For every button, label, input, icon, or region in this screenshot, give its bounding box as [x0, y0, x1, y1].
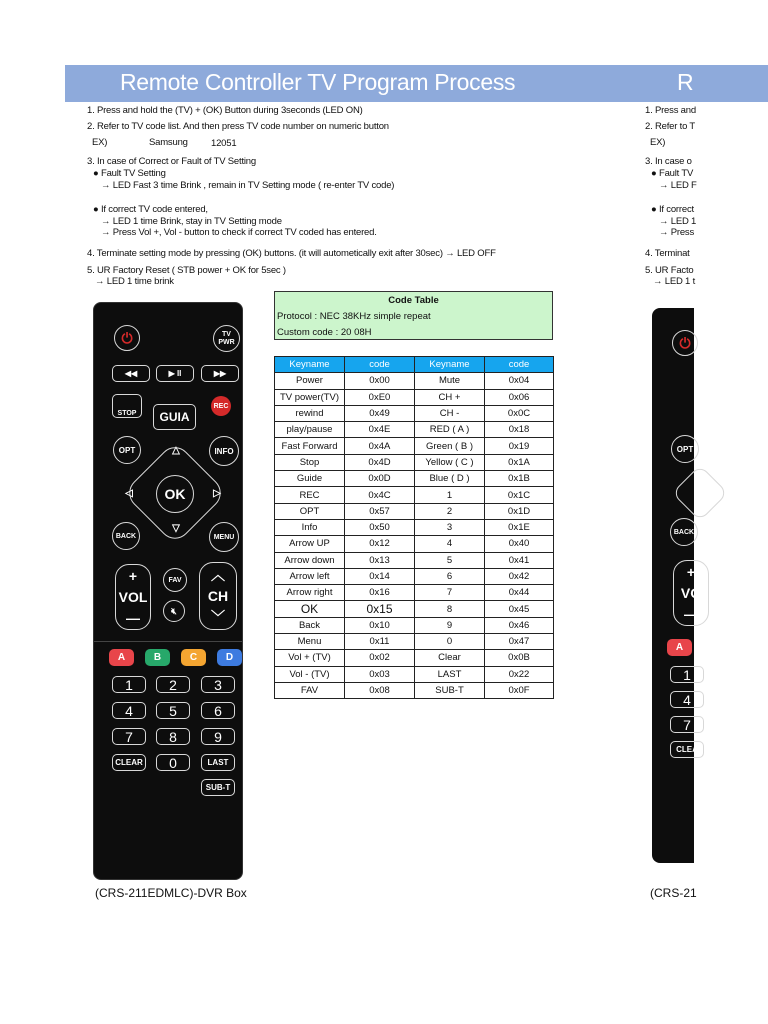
- table-cell: REC: [275, 487, 345, 503]
- table-cell: 0x1C: [485, 487, 554, 503]
- table-cell: 0x50: [345, 519, 415, 535]
- table-cell: 0x0B: [485, 650, 554, 666]
- arrow-down-icon: ▽: [172, 522, 180, 534]
- table-cell: 0xE0: [345, 389, 415, 405]
- green-b-button: B: [145, 649, 170, 666]
- power-icon: ⏻: [114, 325, 140, 351]
- table-cell: OK: [275, 601, 345, 617]
- cut-step: → LED F: [659, 180, 697, 191]
- table-cell: Stop: [275, 454, 345, 470]
- table-cell: SUB-T: [415, 682, 485, 698]
- cut-step: 1. Press and: [645, 105, 696, 116]
- column-header: code: [485, 357, 554, 373]
- dpad-ring: [672, 465, 729, 522]
- clear-button: CLEAR: [112, 754, 146, 771]
- chevron-down-icon: ﹀: [211, 609, 225, 626]
- step-2: 2. Refer to TV code list. And then press TV code number on numeric button: [87, 121, 389, 132]
- table-cell: 0: [415, 634, 485, 650]
- cut-step: → LED 1: [659, 216, 697, 227]
- table-cell: 0x40: [485, 536, 554, 552]
- table-cell: 0x16: [345, 585, 415, 601]
- table-cell: Arrow right: [275, 585, 345, 601]
- tv-power-button: TV PWR: [213, 325, 240, 352]
- table-cell: Arrow down: [275, 552, 345, 568]
- cut-step: EX): [650, 137, 666, 148]
- remote-caption-duplicate: (CRS-21: [650, 886, 697, 900]
- step-5: 5. UR Factory Reset ( STB power + OK for 5sec ): [87, 265, 286, 276]
- table-cell: 0x11: [345, 634, 415, 650]
- arrow-left-icon: ◁: [125, 487, 133, 499]
- table-cell: 8: [415, 601, 485, 617]
- arrow-up-icon: △: [172, 444, 180, 456]
- table-cell: 0x13: [345, 552, 415, 568]
- correct-detail-1: → LED 1 time Brink, stay in TV Setting mode: [101, 216, 282, 227]
- menu-button: MENU: [209, 522, 239, 552]
- guia-button: GUIA: [153, 404, 196, 430]
- table-cell: 0x15: [345, 601, 415, 617]
- num-9-button: 9: [201, 728, 235, 745]
- table-row: [275, 585, 554, 601]
- custom-code-line: Custom code : 20 08H: [277, 327, 372, 338]
- back-button: BACK: [670, 518, 698, 546]
- cut-step: → Press: [659, 227, 695, 238]
- table-cell: 0x14: [345, 568, 415, 584]
- cut-step: 3. In case o: [645, 156, 692, 167]
- page-title: Remote Controller TV Program Process: [120, 69, 516, 95]
- yellow-c-button: C: [181, 649, 206, 666]
- num-7-button: 7: [670, 716, 704, 733]
- code-table-title: Code Table: [388, 295, 439, 306]
- arrow-right-icon: ▷: [213, 487, 221, 499]
- fast-forward-icon: ▶▶: [201, 365, 239, 382]
- vol-label: VO: [680, 584, 702, 601]
- vol-label: VOL: [118, 588, 148, 605]
- stop-button: STOP: [112, 394, 142, 418]
- table-row: [275, 438, 554, 454]
- remote-caption: (CRS-211EDMLC)-DVR Box: [95, 886, 247, 900]
- step-3: 3. In case of Correct or Fault of TV Setting: [87, 156, 256, 167]
- num-5-button: 5: [156, 702, 190, 719]
- table-cell: 0x4C: [345, 487, 415, 503]
- step-1: 1. Press and hold the (TV) + (OK) Button during 3seconds (LED ON): [87, 105, 363, 116]
- table-row: [275, 536, 554, 552]
- table-row: [275, 471, 554, 487]
- table-cell: Vol + (TV): [275, 650, 345, 666]
- rec-button: [207, 392, 235, 420]
- table-cell: FAV: [275, 682, 345, 698]
- table-cell: OPT: [275, 503, 345, 519]
- table-cell: 0x44: [485, 585, 554, 601]
- minus-icon: —: [684, 606, 698, 623]
- table-row: [275, 503, 554, 519]
- column-header: code: [345, 357, 415, 373]
- table-cell: 3: [415, 519, 485, 535]
- remote-control-image: [93, 302, 243, 880]
- table-cell: RED ( A ): [415, 422, 485, 438]
- table-cell: 0x04: [485, 373, 554, 389]
- cut-step: ● If correct: [651, 204, 694, 215]
- table-cell: Arrow UP: [275, 536, 345, 552]
- table-cell: play/pause: [275, 422, 345, 438]
- plus-icon: +: [686, 563, 696, 580]
- fault-heading: ● Fault TV Setting: [93, 168, 166, 179]
- opt-button: OPT: [671, 435, 699, 463]
- protocol-box: [274, 291, 553, 340]
- table-row: [275, 454, 554, 470]
- example-label: EX): [92, 137, 108, 148]
- correct-detail-2: → Press Vol +, Vol - button to check if correct TV coded has entered.: [101, 227, 377, 238]
- divider: [94, 641, 242, 642]
- table-cell: 0x18: [485, 422, 554, 438]
- plus-icon: +: [128, 567, 138, 584]
- duplicate-page-steps: [640, 100, 697, 290]
- num-1-button: 1: [112, 676, 146, 693]
- table-cell: Blue ( D ): [415, 471, 485, 487]
- table-cell: 4: [415, 536, 485, 552]
- table-cell: LAST: [415, 666, 485, 682]
- rec-label: REC: [211, 396, 231, 416]
- num-3-button: 3: [201, 676, 235, 693]
- table-cell: CH +: [415, 389, 485, 405]
- cut-step: 2. Refer to T: [645, 121, 696, 132]
- table-cell: 1: [415, 487, 485, 503]
- table-cell: Back: [275, 617, 345, 633]
- volume-rocker: [673, 560, 709, 626]
- num-4-button: 4: [670, 691, 704, 708]
- table-cell: 0x41: [485, 552, 554, 568]
- num-7-button: 7: [112, 728, 146, 745]
- table-cell: Info: [275, 519, 345, 535]
- table-row: [275, 373, 554, 389]
- table-cell: 0x00: [345, 373, 415, 389]
- table-cell: Vol - (TV): [275, 666, 345, 682]
- channel-rocker: [199, 562, 237, 630]
- num-1-button: 1: [670, 666, 704, 683]
- table-cell: Mute: [415, 373, 485, 389]
- table-cell: 0x1B: [485, 471, 554, 487]
- ok-button: OK: [156, 475, 194, 513]
- table-row: [275, 568, 554, 584]
- table-row: [275, 422, 554, 438]
- red-a-button: A: [109, 649, 134, 666]
- volume-rocker: [115, 564, 151, 630]
- table-cell: 0x0C: [485, 405, 554, 421]
- protocol-line: Protocol : NEC 38KHz simple repeat: [277, 311, 431, 322]
- table-cell: 0x02: [345, 650, 415, 666]
- table-cell: Menu: [275, 634, 345, 650]
- info-button: INFO: [209, 436, 239, 466]
- chevron-up-icon: ︿: [211, 566, 225, 583]
- num-0-button: 0: [156, 754, 190, 771]
- table-cell: 0x10: [345, 617, 415, 633]
- table-cell: Guide: [275, 471, 345, 487]
- fault-detail: → LED Fast 3 time Brink , remain in TV Setting mode ( re-enter TV code): [101, 180, 395, 191]
- table-cell: 0x4A: [345, 438, 415, 454]
- table-cell: 2: [415, 503, 485, 519]
- page-title-duplicate: R: [677, 69, 694, 95]
- table-row: [275, 617, 554, 633]
- column-header: Keyname: [415, 357, 485, 373]
- table-cell: Arrow left: [275, 568, 345, 584]
- table-cell: TV power(TV): [275, 389, 345, 405]
- table-cell: 7: [415, 585, 485, 601]
- num-8-button: 8: [156, 728, 190, 745]
- table-cell: 0x06: [485, 389, 554, 405]
- table-cell: 0x12: [345, 536, 415, 552]
- table-cell: Fast Forward: [275, 438, 345, 454]
- red-a-button: A: [667, 639, 692, 656]
- table-row: [275, 487, 554, 503]
- last-button: LAST: [201, 754, 235, 771]
- sub-t-button: SUB-T: [201, 779, 235, 796]
- num-2-button: 2: [156, 676, 190, 693]
- table-cell: 9: [415, 617, 485, 633]
- blue-d-button: D: [217, 649, 242, 666]
- correct-heading: ● If correct TV code entered,: [93, 204, 208, 215]
- table-row: [275, 389, 554, 405]
- table-cell: 0x57: [345, 503, 415, 519]
- table-cell: 0x08: [345, 682, 415, 698]
- back-button: BACK: [112, 522, 140, 550]
- table-cell: Power: [275, 373, 345, 389]
- duplicate-remote-image: [652, 308, 702, 863]
- table-row: [275, 682, 554, 698]
- table-cell: 5: [415, 552, 485, 568]
- cut-step: ● Fault TV: [651, 168, 694, 179]
- table-cell: 0x19: [485, 438, 554, 454]
- table-cell: 0x42: [485, 568, 554, 584]
- cut-step: 5. UR Facto: [645, 265, 694, 276]
- code-table: [274, 356, 554, 699]
- table-cell: 0x49: [345, 405, 415, 421]
- table-cell: 0x46: [485, 617, 554, 633]
- rewind-icon: ◀◀: [112, 365, 150, 382]
- table-cell: 0x0F: [485, 682, 554, 698]
- table-cell: 0x4D: [345, 454, 415, 470]
- table-cell: 0x03: [345, 666, 415, 682]
- table-row: [275, 552, 554, 568]
- clear-button: CLEA: [670, 741, 704, 758]
- minus-icon: —: [126, 610, 140, 627]
- table-cell: 0x1D: [485, 503, 554, 519]
- play-pause-icon: ▶ II: [156, 365, 194, 382]
- table-header-row: [275, 357, 554, 373]
- table-cell: 0x0D: [345, 471, 415, 487]
- power-icon: ⏻: [672, 330, 698, 356]
- table-row: [275, 650, 554, 666]
- table-cell: CH -: [415, 405, 485, 421]
- table-cell: 0x1E: [485, 519, 554, 535]
- opt-button: OPT: [113, 436, 141, 464]
- table-row: [275, 634, 554, 650]
- example-brand: Samsung: [149, 137, 188, 148]
- table-cell: Clear: [415, 650, 485, 666]
- table-cell: 0x1A: [485, 454, 554, 470]
- table-cell: 0x22: [485, 666, 554, 682]
- table-cell: rewind: [275, 405, 345, 421]
- table-cell: Yellow ( C ): [415, 454, 485, 470]
- cut-step: → LED 1 t: [653, 276, 696, 287]
- table-cell: 0x45: [485, 601, 554, 617]
- fav-button: FAV: [163, 568, 187, 592]
- table-row: [275, 666, 554, 682]
- num-6-button: 6: [201, 702, 235, 719]
- table-cell: Green ( B ): [415, 438, 485, 454]
- table-cell: 0x4E: [345, 422, 415, 438]
- table-row: [275, 405, 554, 421]
- ch-label: CH: [207, 587, 229, 604]
- table-row: [275, 519, 554, 535]
- step-5-detail: → LED 1 time brink: [95, 276, 174, 287]
- column-header: Keyname: [275, 357, 345, 373]
- table-cell: 0x47: [485, 634, 554, 650]
- table-row: [275, 601, 554, 617]
- step-4: 4. Terminate setting mode by pressing (OK) buttons. (it will autometically exit after 30sec) → LED OFF: [87, 248, 496, 259]
- mute-icon: 🔇︎: [163, 600, 185, 622]
- num-4-button: 4: [112, 702, 146, 719]
- table-cell: 6: [415, 568, 485, 584]
- cut-step: 4. Terminat: [645, 248, 690, 259]
- example-code: 12051: [211, 138, 237, 149]
